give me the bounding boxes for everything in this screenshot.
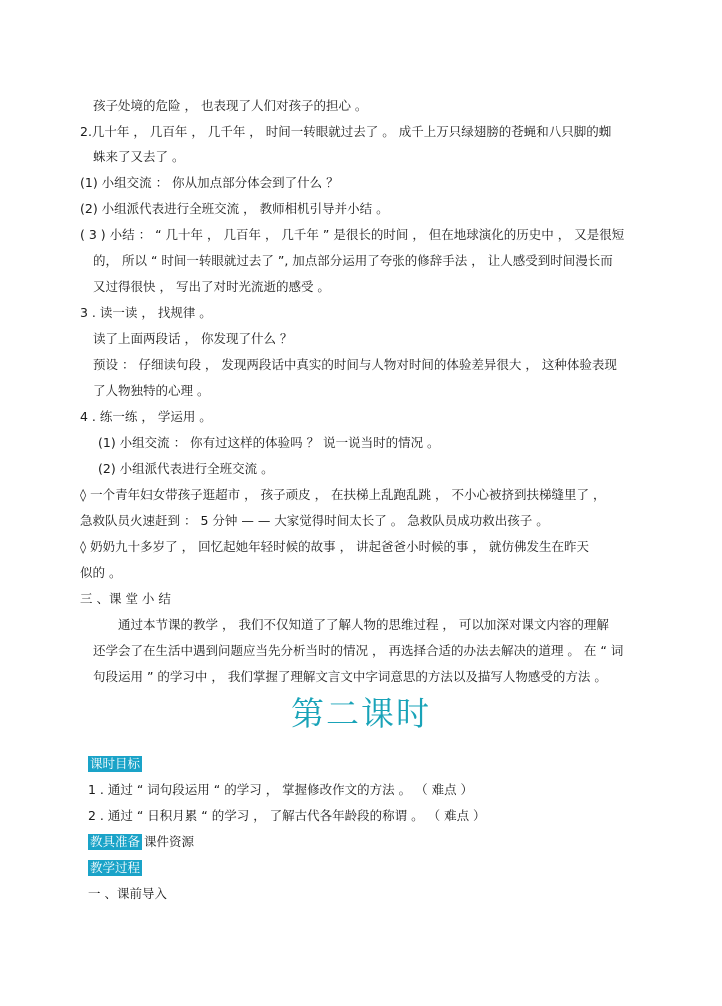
paragraph-line: 句段运用 ” 的学习中 ， 我们掌握了理解文言文中字词意思的方法以及描写人物感受的方法 。 (93, 669, 607, 684)
paragraph-line: 又过得很快 ， 写出了对时光流逝的感受 。 (93, 279, 330, 294)
section-heading: 一 、课前导入 (88, 886, 167, 901)
paragraph-line: 急救队员火速赶到 ： 5 分钟 — — 大家觉得时间太长了 。 急救队员成功救出孩子 。 (80, 513, 549, 528)
paragraph-line: 蛛来了又去了 。 (93, 149, 185, 164)
paragraph-line: 还学会了在生活中遇到问题应当先分析当时的情况 ， 再选择合适的办法去解决的道理 。 在 “ 词 (93, 643, 624, 658)
section-heading: 3 . 读一读 ， 找规律 。 (80, 305, 212, 320)
paragraph-line: ◊ 一个青年妇女带孩子逛超市 ， 孩子顽皮 ， 在扶梯上乱跑乱跳 ， 不小心被挤到扶梯缝里了 ， (80, 487, 606, 502)
goal-row (88, 756, 142, 772)
paragraph-line: 了人物独特的心理 。 (93, 383, 210, 398)
paragraph-line: 孩子处境的危险 ， 也表现了人们对孩子的担心 。 (93, 98, 368, 113)
goal-item: 2 . 通过 “ 日积月累 “ 的学习 ， 了解古代各年龄段的称谓 。 （ 难点 ） (88, 808, 486, 823)
paragraph-line: 似的 。 (80, 565, 122, 580)
prep-tag: 教具准备 (90, 834, 141, 849)
paragraph-line: 预设 ： 仔细读句段 ， 发现两段话中真实的时间与人物对时间的体验差异很大 ， 这种体验表现 (93, 357, 617, 372)
prep-text: 课件资源 (144, 834, 195, 849)
paragraph-line: 2.几十年 ， 几百年 ， 几千年 ， 时间一转眼就过去了 。 成千上万只绿翅膀的苍蝇和八只脚的蜘 (80, 124, 612, 139)
lesson-title: 第二课时 (291, 694, 431, 733)
paragraph-line: (1) 小组交流 ： 你从加点部分体会到了什么 ？ (80, 175, 339, 190)
process-row (88, 860, 142, 876)
paragraph-line: ( 3 ) 小结 ： “ 几十年 ， 几百年 ， 几千年 ” 是很长的时间 ， 但在地球演化的历史中 ， 又是很短 (80, 227, 625, 242)
paragraph-line: 通过本节课的教学 ， 我们不仅知道了了解人物的思维过程 ， 可以加深对课文内容的理解 (118, 617, 609, 632)
paragraph-line: 的， 所以 “ 时间一转眼就过去了 ”, 加点部分运用了夸张的修辞手法 ， 让人感受到时间漫长而 (93, 253, 613, 268)
goal-item: 1 . 通过 “ 词句段运用 “ 的学习 ， 掌握修改作文的方法 。 （ 难点 ） (88, 782, 474, 797)
paragraph-line: (2) 小组派代表进行全班交流 ， 教师相机引导并小结 。 (80, 201, 389, 216)
paragraph-line: 读了上面两段话 ， 你发现了什么 ？ (93, 331, 293, 346)
paragraph-line: (2) 小组派代表进行全班交流 。 (98, 461, 274, 476)
prep-row (88, 834, 194, 850)
paragraph-line: ◊ 奶奶九十多岁了 ， 回忆起她年轻时候的故事 ， 讲起爸爸小时候的事 ， 就仿佛发生在昨天 (80, 539, 589, 554)
paragraph-line: (1) 小组交流 ： 你有过这样的体验吗 ？ 说一说当时的情况 。 (98, 435, 440, 450)
section-heading: 三 、课 堂 小 结 (80, 591, 171, 606)
process-tag: 教学过程 (90, 860, 141, 875)
goal-tag: 课时目标 (90, 756, 141, 771)
section-heading: 4 . 练一练 ， 学运用 。 (80, 409, 212, 424)
